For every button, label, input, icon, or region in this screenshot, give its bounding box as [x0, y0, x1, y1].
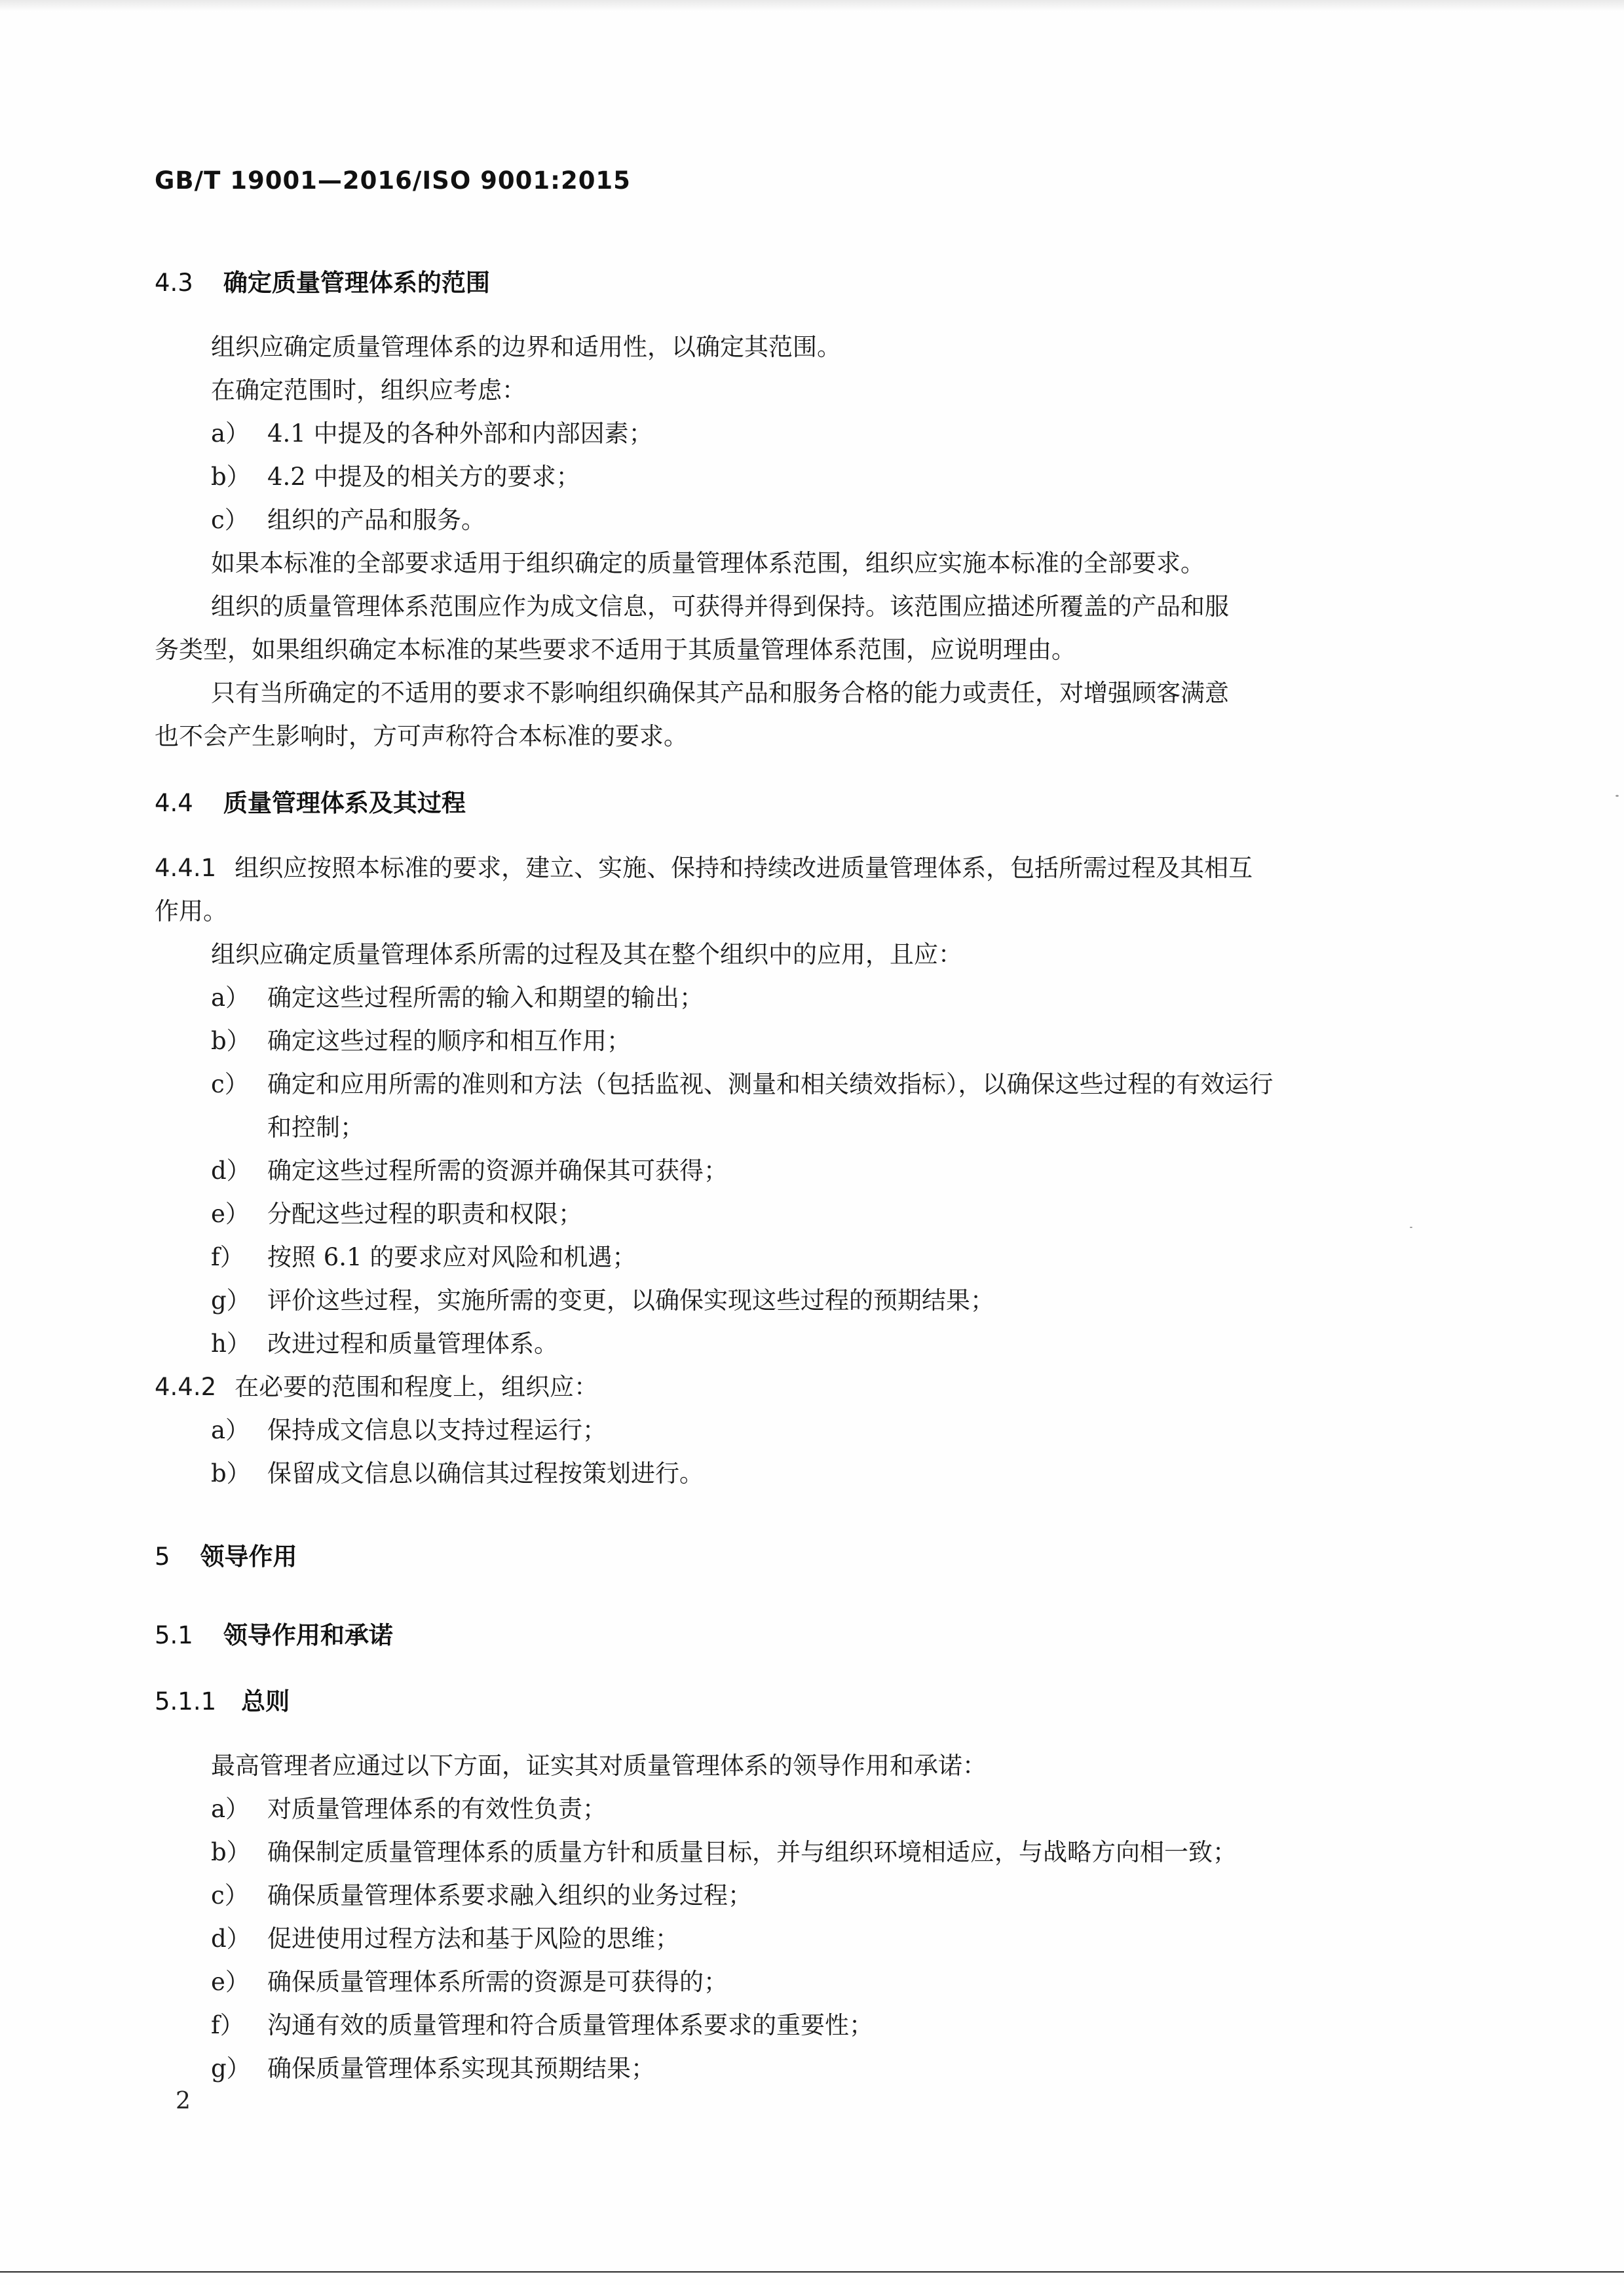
- section-5-1-heading: [155, 1615, 393, 1651]
- list-marker: b）: [211, 1459, 251, 1488]
- list-marker: b）: [211, 463, 251, 491]
- paragraph-line: 组织的质量管理体系范围应作为成文信息，可获得并得到保持。该范围应描述所覆盖的产品和服: [211, 592, 1229, 621]
- paragraph-line: 作用。: [155, 897, 227, 925]
- section-title: 确定质量管理体系的范围: [223, 269, 490, 297]
- list-text: 对质量管理体系的有效性负责；: [267, 1795, 607, 1823]
- list-text: 确保质量管理体系所需的资源是可获得的；: [267, 1968, 728, 1996]
- paragraph: 最高管理者应通过以下方面，证实其对质量管理体系的领导作用和承诺：: [211, 1752, 987, 1780]
- list-marker: f）: [211, 1243, 244, 1271]
- chapter-number: 5: [155, 1543, 170, 1571]
- clause-text: 在必要的范围和程度上，组织应：: [235, 1373, 599, 1401]
- section-4-3-heading: [155, 263, 490, 298]
- clause-number: 4.4.2: [155, 1373, 217, 1401]
- list-marker: g）: [211, 1286, 251, 1315]
- list-marker: b）: [211, 1838, 251, 1866]
- subsection-title: 总则: [241, 1687, 290, 1716]
- list-marker: e）: [211, 1968, 250, 1996]
- chapter-title: 领导作用: [200, 1543, 297, 1571]
- section-number: 4.4: [155, 789, 193, 817]
- paragraph: 组织应确定质量管理体系的边界和适用性，以确定其范围。: [211, 333, 841, 361]
- list-marker: g）: [211, 2054, 251, 2083]
- list-marker: f）: [211, 2011, 244, 2039]
- page-number: 2: [176, 2088, 191, 2115]
- list-text: 评价这些过程，实施所需的变更，以确保实现这些过程的预期结果；: [267, 1286, 994, 1315]
- list-text: 促进使用过程方法和基于风险的思维；: [267, 1925, 679, 1953]
- list-text: 确定这些过程的顺序和相互作用；: [267, 1027, 631, 1055]
- list-marker: e）: [211, 1200, 250, 1228]
- section-title: 质量管理体系及其过程: [223, 789, 466, 817]
- list-text: 沟通有效的质量管理和符合质量管理体系要求的重要性；: [267, 2011, 873, 2039]
- list-marker: d）: [211, 1925, 251, 1953]
- chapter-5-heading: [155, 1537, 297, 1572]
- clause-number: 4.4.1: [155, 854, 217, 882]
- list-text: 确保质量管理体系实现其预期结果；: [267, 2054, 655, 2083]
- list-marker: a）: [211, 1795, 250, 1823]
- list-text: 确定这些过程所需的资源并确保其可获得；: [267, 1157, 728, 1185]
- list-text: 改进过程和质量管理体系。: [267, 1330, 558, 1358]
- list-text: 确定和应用所需的准则和方法（包括监视、测量和相关绩效指标），以确保这些过程的有效运行: [267, 1070, 1274, 1098]
- paragraph: 如果本标准的全部要求适用于组织确定的质量管理体系范围，组织应实施本标准的全部要求。: [211, 549, 1205, 577]
- clause-4-4-1: [155, 848, 1253, 883]
- paragraph: 在确定范围时，组织应考虑：: [211, 376, 526, 404]
- subsection-5-1-1-heading: [155, 1681, 290, 1717]
- list-text: 确保制定质量管理体系的质量方针和质量目标，并与组织环境相适应，与战略方向相一致；: [267, 1838, 1237, 1866]
- section-4-4-heading: [155, 783, 466, 818]
- list-marker: b）: [211, 1027, 251, 1055]
- clause-4-4-2: [155, 1367, 598, 1402]
- list-marker: c）: [211, 1881, 249, 1910]
- scan-speck: [1410, 1227, 1412, 1228]
- list-text: 和控制；: [267, 1113, 364, 1142]
- section-number: 4.3: [155, 269, 193, 297]
- list-text: 确保质量管理体系要求融入组织的业务过程；: [267, 1881, 752, 1910]
- section-title: 领导作用和承诺: [223, 1621, 393, 1649]
- list-text: 保留成文信息以确信其过程按策划进行。: [267, 1459, 704, 1488]
- clause-text: 组织应按照本标准的要求，建立、实施、保持和持续改进质量管理体系，包括所需过程及其相互: [235, 854, 1253, 882]
- section-number: 5.1: [155, 1621, 193, 1649]
- list-marker: d）: [211, 1157, 251, 1185]
- list-marker: a）: [211, 1416, 250, 1444]
- list-text: 4.2 中提及的相关方的要求；: [267, 463, 580, 491]
- list-marker: h）: [211, 1330, 251, 1358]
- list-text: 按照 6.1 的要求应对风险和机遇；: [267, 1243, 637, 1271]
- list-text: 确定这些过程所需的输入和期望的输出；: [267, 984, 704, 1012]
- standard-code-header: GB/T 19001—2016/ISO 9001:2015: [155, 166, 631, 195]
- list-text: 4.1 中提及的各种外部和内部因素；: [267, 419, 653, 448]
- list-marker: c）: [211, 1070, 249, 1098]
- list-marker: a）: [211, 984, 250, 1012]
- paragraph-line: 也不会产生影响时，方可声称符合本标准的要求。: [155, 722, 688, 750]
- list-text: 分配这些过程的职责和权限；: [267, 1200, 582, 1228]
- paragraph-line: 务类型，如果组织确定本标准的某些要求不适用于其质量管理体系范围，应说明理由。: [155, 636, 1076, 664]
- scan-edge-top: [0, 0, 1624, 12]
- list-marker: c）: [211, 506, 249, 534]
- list-text: 保持成文信息以支持过程运行；: [267, 1416, 607, 1444]
- scan-edge-bottom: [0, 2271, 1624, 2273]
- scan-speck: [1615, 795, 1619, 797]
- paragraph: 组织应确定质量管理体系所需的过程及其在整个组织中的应用，且应：: [211, 940, 962, 969]
- paragraph-line: 只有当所确定的不适用的要求不影响组织确保其产品和服务合格的能力或责任，对增强顾客满意: [211, 679, 1229, 707]
- list-marker: a）: [211, 419, 250, 448]
- subsection-number: 5.1.1: [155, 1687, 217, 1716]
- list-text: 组织的产品和服务。: [267, 506, 485, 534]
